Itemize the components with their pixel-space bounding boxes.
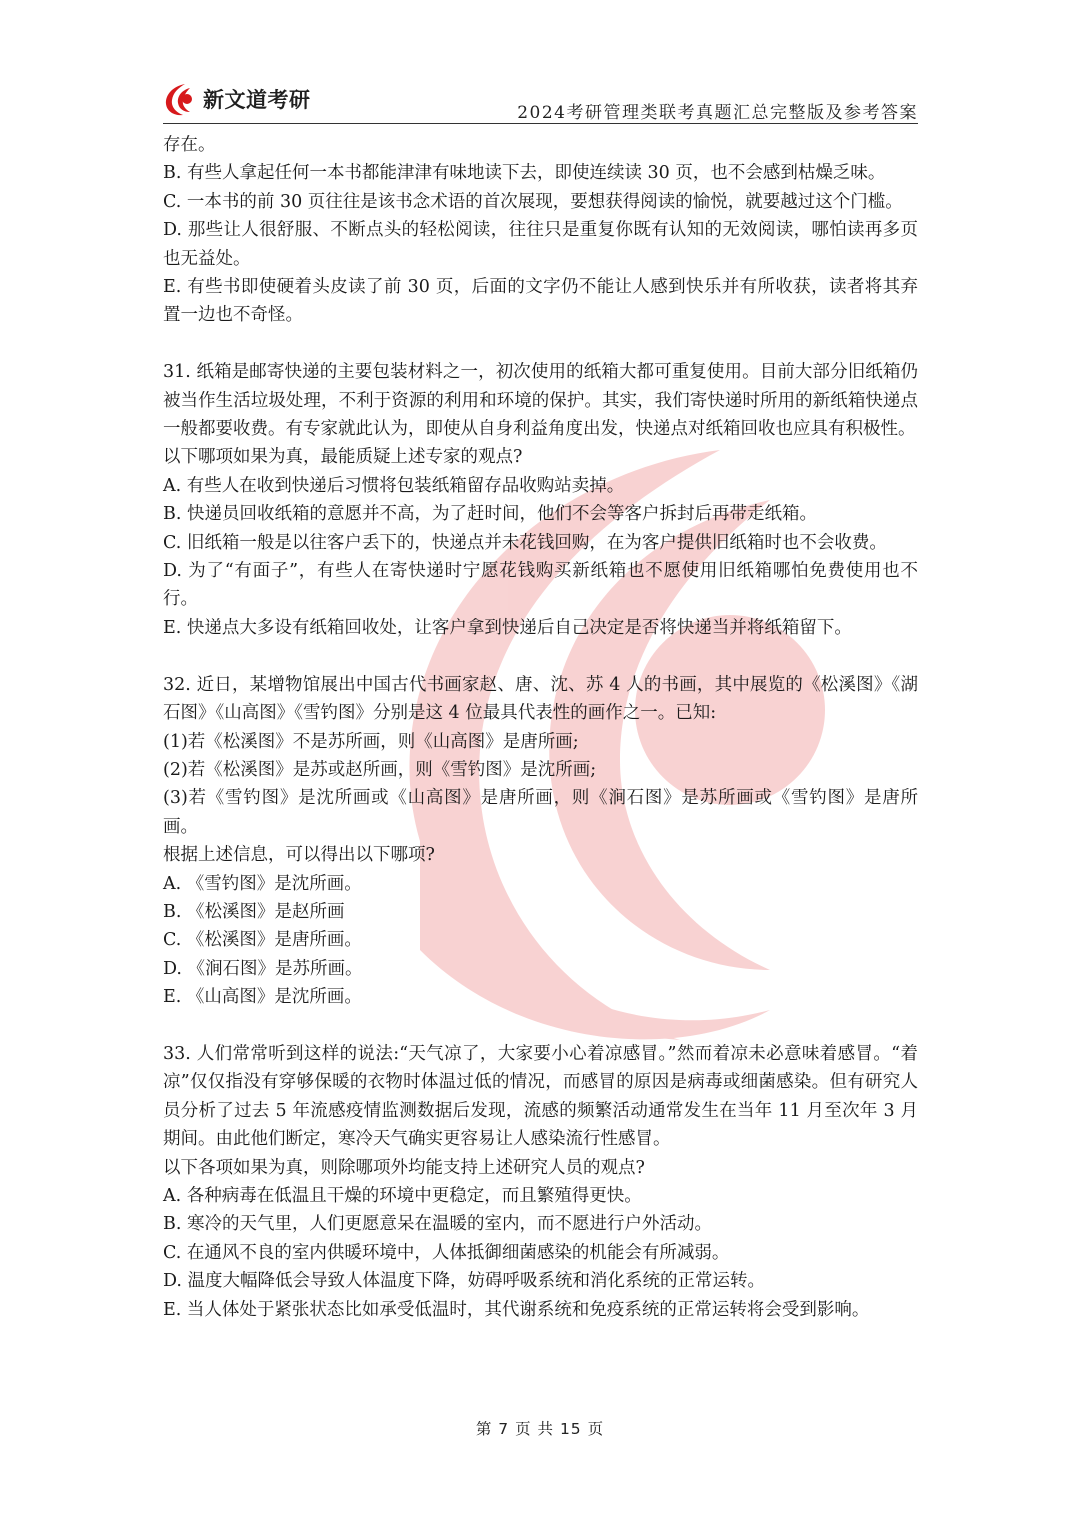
option-d: D. 那些让人很舒服、不断点头的轻松阅读，往往只是重复你既有认知的无效阅读，哪怕读再多页也无益处。: [163, 220, 918, 269]
question-33-prompt: 以下各项如果为真，则除哪项外均能支持上述研究人员的观点?: [163, 1157, 645, 1178]
question-31-option-c: C. 旧纸箱一般是以往客户丢下的，快递点并未花钱回购，在为客户提供旧纸箱时也不会收费。: [163, 532, 887, 553]
question-32-option-c: C. 《松溪图》是唐所画。: [163, 930, 362, 951]
page-content: [163, 131, 918, 1324]
question-31-option-b: B. 快递员回收纸箱的意愿并不高，为了赶时间，他们不会等客户拆封后再带走纸箱。: [163, 504, 817, 525]
document-title: 2024考研管理类联考真题汇总完整版及参考答案: [517, 103, 918, 123]
question-31-stem: 31. 纸箱是邮寄快递的主要包装材料之一，初次使用的纸箱大都可重复使用。目前大部分旧纸箱仍被当作生活垃圾处理，不利于资源的利用和环境的保护。其实，我们寄快递时所用的新纸箱快递点一般都要收费。有专家就此认为，即使从自身利益角度出发，快递点对纸箱回收也应具有积极性。: [163, 362, 918, 440]
option-b: B. 有些人拿起任何一本书都能津津有味地读下去，即使连续读 30 页，也不会感到枯燥乏味。: [163, 163, 886, 184]
question-32-condition-3: (3)若《雪钓图》是沈所画或《山高图》是唐所画，则《涧石图》是苏所画或《雪钓图》是唐所画。: [163, 788, 918, 837]
question-32-option-a: A. 《雪钓图》是沈所画。: [163, 873, 362, 894]
logo: [163, 82, 311, 116]
question-33-option-a: A. 各种病毒在低温且干燥的环境中更稳定，而且繁殖得更快。: [163, 1185, 642, 1206]
question-32-prompt: 根据上述信息，可以得出以下哪项?: [163, 845, 435, 866]
logo-text: 新文道考研: [203, 88, 311, 112]
continued-text: 存在。: [163, 135, 216, 155]
header-divider: [163, 123, 918, 124]
question-32-condition-2: (2)若《松溪图》是苏或赵所画，则《雪钓图》是沈所画;: [163, 759, 597, 780]
option-e: E. 有些书即使硬着头皮读了前 30 页，后面的文字仍不能让人感到快乐并有所收获，读者将其弃置一边也不奇怪。: [163, 277, 918, 326]
question-33-option-c: C. 在通风不良的室内供暖环境中，人体抵御细菌感染的机能会有所减弱。: [163, 1242, 730, 1263]
option-c: C. 一本书的前 30 页往往是该书念术语的首次展现，要想获得阅读的愉悦，就要越过这个门槛。: [163, 191, 903, 212]
logo-icon: [163, 82, 197, 116]
question-31-option-a: A. 有些人在收到快递后习惯将包装纸箱留存品收购站卖掉。: [163, 475, 625, 496]
question-31-option-e: E. 快递点大多设有纸箱回收处，让客户拿到快递后自己决定是否将快递当并将纸箱留下。: [163, 617, 852, 638]
question-31-option-d: D. 为了“有面子”，有些人在寄快递时宁愿花钱购买新纸箱也不愿使用旧纸箱哪怕免费使用也不行。: [163, 561, 918, 610]
question-32-condition-1: (1)若《松溪图》不是苏所画，则《山高图》是唐所画;: [163, 731, 579, 752]
question-32-option-b: B. 《松溪图》是赵所画: [163, 901, 345, 922]
question-33-stem: 33. 人们常常听到这样的说法:“天气凉了，大家要小心着凉感冒。”然而着凉未必意味着感冒。“着凉”仅仅指没有穿够保暖的衣物时体温过低的情况，而感冒的原因是病毒或细菌感染。但有研究人员分析了过去 5 年流感疫情监测数据后发现，流感的频繁活动通常发生在当年 11 月至次年 3 月期间。由此他们断定，寒冷天气确实更容易让人感染流行性感冒。: [163, 1043, 918, 1150]
question-33-option-d: D. 温度大幅降低会导致人体温度下降，妨碍呼吸系统和消化系统的正常运转。: [163, 1271, 766, 1292]
question-32-option-d: D. 《涧石图》是苏所画。: [163, 958, 363, 979]
question-33-option-b: B. 寒冷的天气里，人们更愿意呆在温暖的室内，而不愿进行户外活动。: [163, 1214, 712, 1235]
question-31-prompt: 以下哪项如果为真，最能质疑上述专家的观点?: [163, 447, 523, 468]
question-32-option-e: E. 《山高图》是沈所画。: [163, 987, 362, 1008]
page-number: 第 7 页 共 15 页: [475, 1420, 605, 1438]
question-32-stem: 32. 近日，某增物馆展出中国古代书画家赵、唐、沈、苏 4 人的书画，其中展览的《松溪图》《湖石图》《山高图》《雪钓图》分别是这 4 位最具代表性的画作之一。已知:: [163, 674, 918, 724]
question-33-option-e: E. 当人体处于紧张状态比如承受低温时，其代谢系统和免疫系统的正常运转将会受到影响。: [163, 1299, 870, 1320]
page-header: [163, 78, 918, 126]
